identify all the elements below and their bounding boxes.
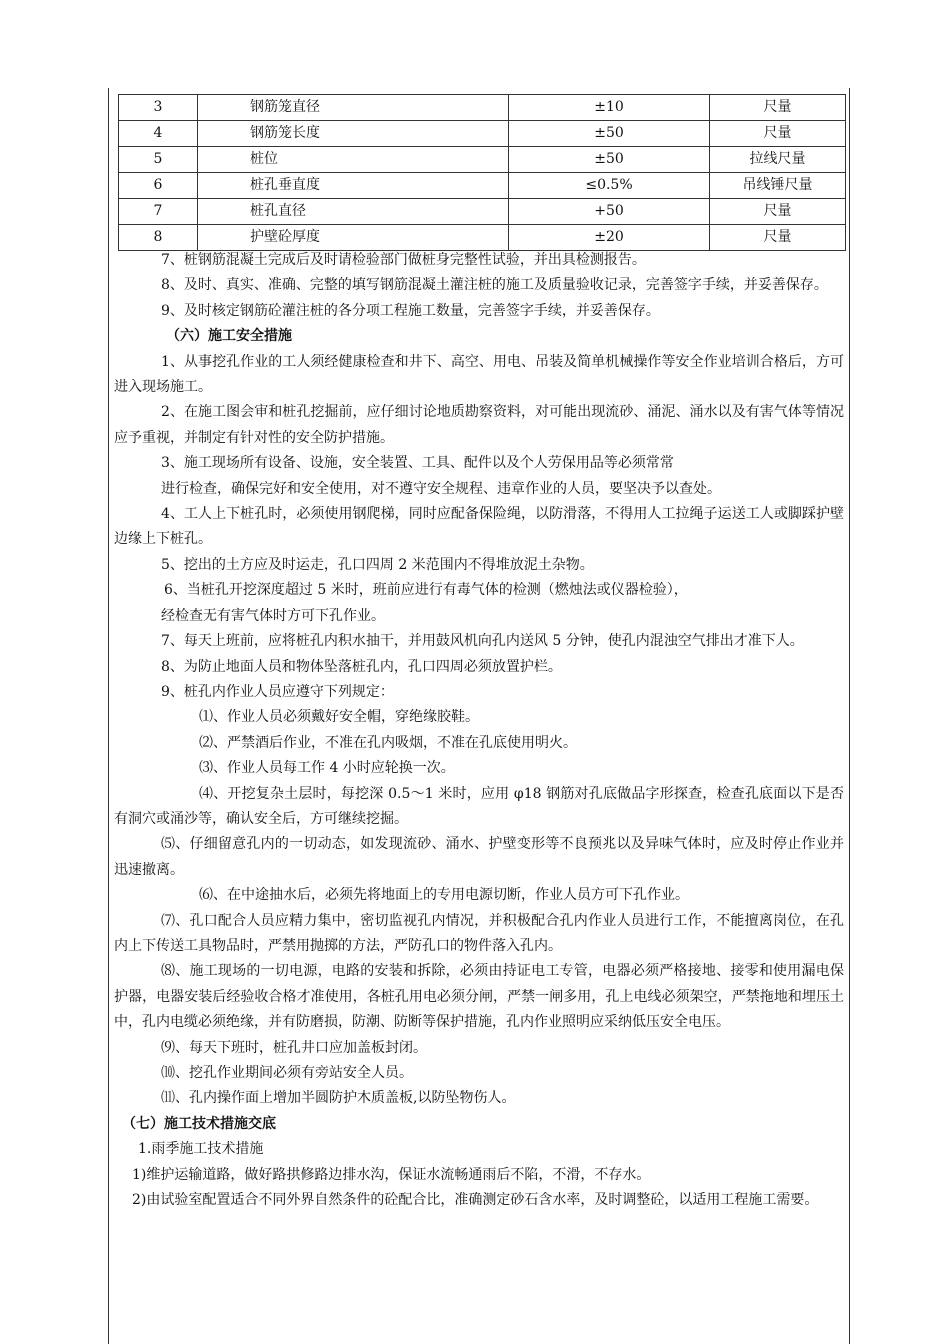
safety-item-3a: 3、施工现场所有设备、设施，安全装置、工具、配件以及个人劳保用品等必须常常 bbox=[161, 455, 674, 472]
row-tolerance: ±10 bbox=[509, 95, 710, 121]
row-tolerance: ±50 bbox=[509, 121, 710, 147]
row-item: 桩位 bbox=[198, 147, 509, 173]
table-row bbox=[119, 121, 846, 147]
row-item: 护壁砼厚度 bbox=[198, 225, 509, 251]
rule-4: ⑷、开挖复杂土层时，每挖深 0.5～1 米时，应用 φ18 钢筋对孔底做品字形探查，检查孔底面以下是否有洞穴或涌沙等，确认安全后，方可继续挖掘。 bbox=[114, 785, 844, 827]
safety-item-6a: 6、当桩孔开挖深度超过 5 米时，班前应进行有毒气体的检测（燃烛法或仪器检验）， bbox=[164, 582, 688, 599]
table-row bbox=[119, 95, 846, 121]
document-body bbox=[114, 248, 844, 1213]
rule-7: ⑺、孔口配合人员应精力集中，密切监视孔内情况，并积极配合孔内作业人员进行工作，不能擅离岗位，在孔内上下传送工具物品时，严禁用抛掷的方法，严防孔口的物件落入孔内。 bbox=[114, 912, 844, 954]
row-method: 尺量 bbox=[710, 121, 846, 147]
rule-8: ⑻、施工现场的一切电源，电路的安装和拆除，必须由持证电工专管，电器必须严格接地、接零和使用漏电保护器，电器安装后经验收合格才准使用，各桩孔用电必须分闸，严禁一闸多用，孔上电线必须架空，严禁拖地和埋压土中，孔内电缆必须绝缘，并有防磨损，防潮、防断等保护措施，孔内作业照明应采纳低压安全电压。 bbox=[114, 963, 844, 1031]
table-row bbox=[119, 173, 846, 199]
safety-item-2: 2、在施工图会审和桩孔挖掘前，应仔细讨论地质勘察资料，对可能出现流砂、涌泥、涌水以及有害气体等情况应予重视，并制定有针对性的安全防护措施。 bbox=[114, 404, 844, 446]
safety-item-6b: 经检查无有害气体时方可下孔作业。 bbox=[161, 607, 385, 624]
rule-9: ⑼、每天下班时，桩孔井口应加盖板封闭。 bbox=[161, 1039, 427, 1056]
rule-10: ⑽、挖孔作业期间必须有旁站安全人员。 bbox=[161, 1065, 413, 1081]
rule-1: ⑴、作业人员必须戴好安全帽，穿绝缘胶鞋。 bbox=[199, 709, 479, 726]
paragraph-9: 9、及时核定钢筋砼灌注桩的各分项工程施工数量，完善签字手续，并妥善保存。 bbox=[161, 302, 660, 319]
row-tolerance: ±20 bbox=[509, 225, 710, 251]
section-7-title: （七）施工技术措施交底 bbox=[122, 1115, 276, 1132]
row-method: 拉线尺量 bbox=[710, 147, 846, 173]
rainy-measure-1: 1)维护运输道路，做好路拱修路边排水沟，保证水流畅通雨后不陷，不滑，不存水。 bbox=[132, 1166, 651, 1183]
section-6-title: （六）施工安全措施 bbox=[166, 328, 292, 345]
row-method: 吊线锤尺量 bbox=[710, 173, 846, 199]
row-tolerance: ±50 bbox=[509, 147, 710, 173]
row-tolerance: ≤0.5% bbox=[509, 173, 710, 199]
rule-5: ⑸、仔细留意孔内的一切动态，如发现流砂、涌水、护壁变形等不良预兆以及异味气体时，应及时停止作业并迅速撤离。 bbox=[114, 836, 844, 878]
paragraph-8: 8、及时、真实、准确、完整的填写钢筋混凝土灌注桩的施工及质量验收记录，完善签字手续，并妥善保存。 bbox=[161, 277, 828, 294]
row-number: 8 bbox=[119, 225, 198, 251]
safety-item-9: 9、桩孔内作业人员应遵守下列规定： bbox=[161, 683, 394, 700]
row-number: 7 bbox=[119, 199, 198, 225]
table-row bbox=[119, 225, 846, 251]
safety-item-4: 4、工人上下桩孔时，必须使用钢爬梯，同时应配备保险绳，以防滑落，不得用人工拉绳子运送工人或脚踩护壁边缘上下桩孔。 bbox=[114, 506, 844, 548]
row-item: 钢筋笼长度 bbox=[198, 121, 509, 147]
safety-item-3b: 进行检查，确保完好和安全使用，对不遵守安全规程、违章作业的人员，要坚决予以查处。 bbox=[161, 480, 721, 497]
row-number: 4 bbox=[119, 121, 198, 147]
row-item: 桩孔直径 bbox=[198, 199, 509, 225]
rule-2: ⑵、严禁酒后作业，不准在孔内吸烟，不准在孔底使用明火。 bbox=[199, 734, 577, 751]
row-item: 钢筋笼直径 bbox=[198, 95, 509, 121]
safety-item-7: 7、每天上班前，应将桩孔内积水抽干，并用鼓风机向孔内送风 5 分钟，使孔内混浊空气排出才准下人。 bbox=[161, 633, 804, 650]
row-number: 5 bbox=[119, 147, 198, 173]
safety-item-5: 5、挖出的土方应及时运走，孔口四周 2 米范围内不得堆放泥土杂物。 bbox=[161, 556, 594, 573]
row-tolerance: +50 bbox=[509, 199, 710, 225]
rule-6: ⑹、在中途抽水后，必须先将地面上的专用电源切断，作业人员方可下孔作业。 bbox=[199, 887, 689, 904]
table-row bbox=[119, 199, 846, 225]
paragraph-7: 7、桩钢筋混凝土完成后及时请检验部门做桩身完整性试验，并出具检测报告。 bbox=[161, 252, 646, 268]
row-method: 尺量 bbox=[710, 199, 846, 225]
rule-11: ⑾、孔内操作面上增加半圆防护木质盖板,以防坠物伤人。 bbox=[161, 1090, 516, 1107]
tolerance-table bbox=[118, 94, 846, 251]
row-number: 3 bbox=[119, 95, 198, 121]
safety-item-1: 1、从事挖孔作业的工人须经健康检查和井下、高空、用电、吊装及简单机械操作等安全作业培训合格后，方可进入现场施工。 bbox=[114, 353, 844, 396]
rule-3: ⑶、作业人员每工作 4 小时应轮换一次。 bbox=[199, 760, 455, 777]
row-number: 6 bbox=[119, 173, 198, 199]
rainy-measure-2: 2)由试验室配置适合不同外界自然条件的砼配合比，准确测定砂石含水率，及时调整砼，以适用工程施工需要。 bbox=[132, 1192, 819, 1209]
row-method: 尺量 bbox=[710, 95, 846, 121]
table-row bbox=[119, 147, 846, 173]
row-item: 桩孔垂直度 bbox=[198, 173, 509, 199]
rainy-season-heading: 1.雨季施工技术措施 bbox=[138, 1141, 264, 1158]
safety-item-8: 8、为防止地面人员和物体坠落桩孔内，孔口四周必须放置护栏。 bbox=[161, 658, 562, 675]
row-method: 尺量 bbox=[710, 225, 846, 251]
